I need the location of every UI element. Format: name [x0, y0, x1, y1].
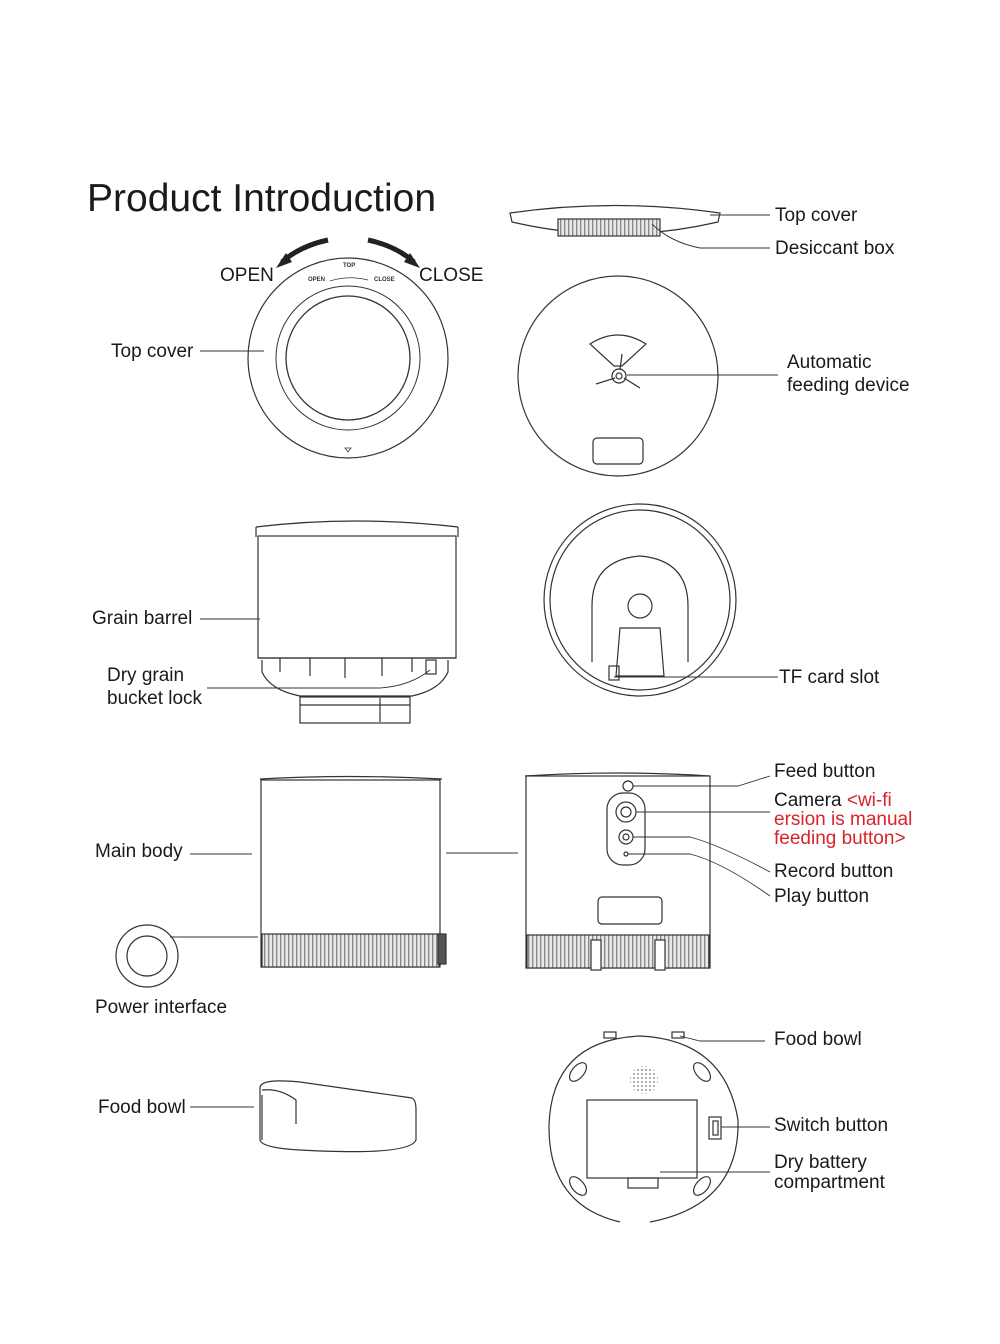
dry-battery-label-line1: Dry battery — [774, 1152, 867, 1173]
camera-note-line1: <wi-fi — [846, 790, 892, 811]
automatic-feeding-label-line1: Automatic — [787, 352, 872, 373]
open-label: OPEN — [220, 265, 274, 286]
power-interface-label: Power interface — [95, 997, 228, 1018]
camera-label-text: Camera — [774, 790, 842, 811]
automatic-feeding-label-line2: feeding device — [787, 375, 910, 396]
main-body — [260, 777, 446, 968]
dry-grain-lock-label-line2: bucket lock — [107, 688, 203, 709]
feed-button-label: Feed button — [774, 761, 876, 782]
camera-note-line2: ersion is manual — [774, 809, 913, 830]
main-body-label: Main body — [95, 841, 183, 862]
page-title: Product Introduction — [87, 177, 437, 220]
dry-battery-label-line2: compartment — [774, 1172, 885, 1193]
tf-card-slot-label: TF card slot — [779, 667, 880, 688]
desiccant-box-label: Desiccant box — [775, 238, 895, 259]
ring-open-marker: OPEN — [308, 277, 326, 283]
top-cover-dial — [248, 240, 448, 458]
bottom-view — [549, 1032, 738, 1222]
food-bowl-label-left: Food bowl — [98, 1097, 186, 1118]
grain-barrel-label: Grain barrel — [92, 608, 193, 629]
main-body-back — [525, 773, 710, 970]
food-bowl-label-right: Food bowl — [774, 1029, 862, 1050]
tf-card-slot-view — [544, 504, 736, 696]
dry-grain-lock-label-line1: Dry grain — [107, 665, 185, 686]
top-cover-side — [510, 206, 720, 237]
grain-barrel — [256, 521, 458, 723]
top-cover-label-left: Top cover — [111, 341, 194, 362]
power-interface — [116, 925, 178, 987]
record-button-label: Record button — [774, 861, 894, 882]
ring-top-marker: TOP — [343, 263, 356, 269]
automatic-feeding-device — [518, 276, 718, 476]
leader-lines — [170, 215, 778, 1172]
switch-button-label: Switch button — [774, 1115, 889, 1136]
play-button-label: Play button — [774, 886, 870, 907]
food-bowl — [260, 1081, 416, 1152]
camera-note-line3: feeding button> — [774, 828, 906, 849]
top-cover-label-right: Top cover — [775, 205, 858, 226]
close-label: CLOSE — [419, 265, 484, 286]
ring-close-marker: CLOSE — [374, 277, 395, 283]
